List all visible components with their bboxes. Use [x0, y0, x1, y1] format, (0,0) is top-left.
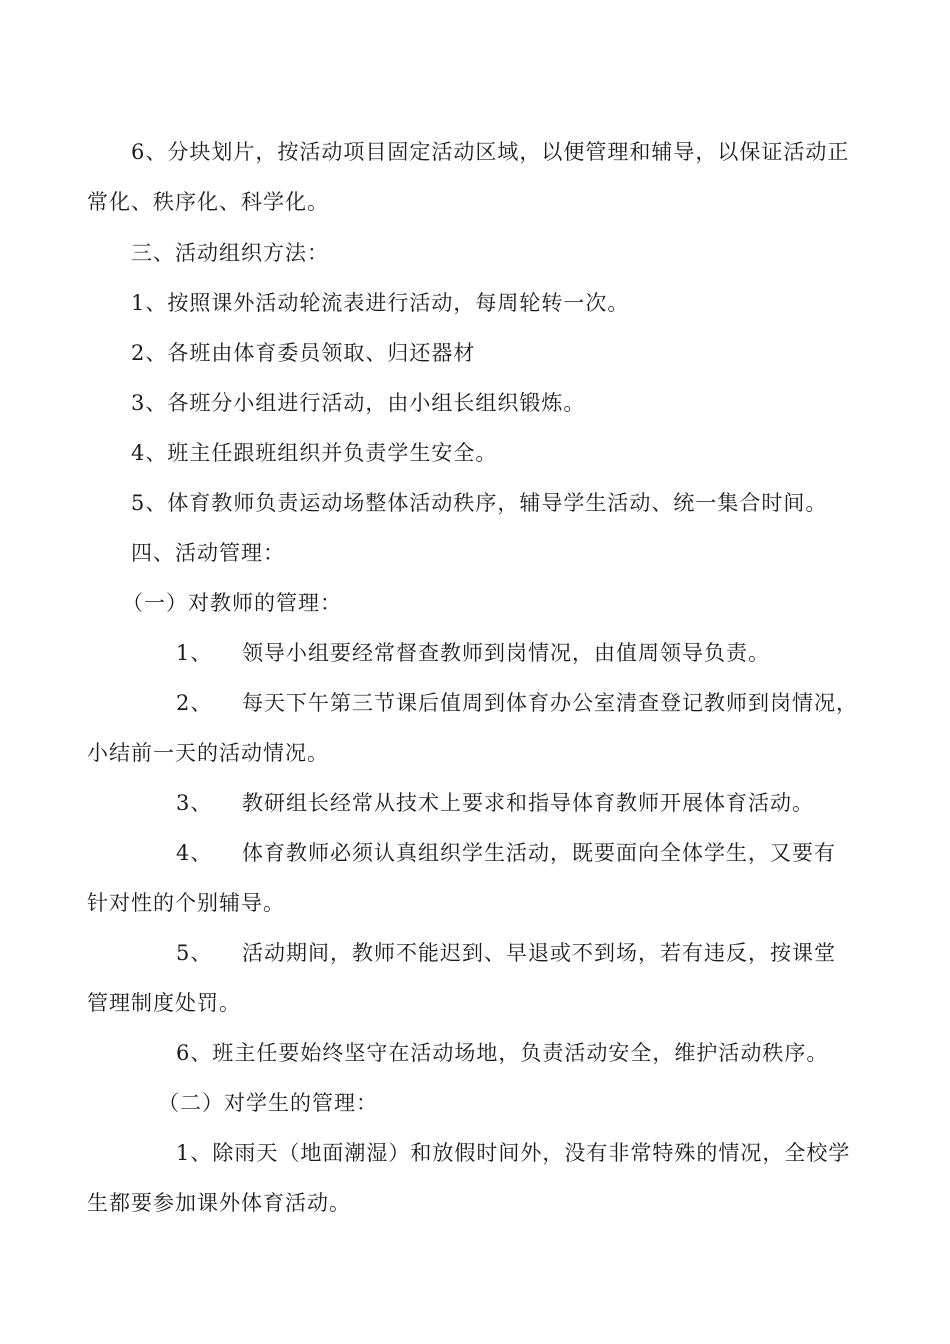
teacher-item-1 — [176, 639, 770, 667]
student-item-1-line-1: 1、除雨天（地面潮湿）和放假时间外，没有非常特殊的情况，全校学 — [176, 1141, 851, 1165]
method-item-5: 5、体育教师负责运动场整体活动秩序，辅导学生活动、统一集合时间。 — [131, 491, 828, 515]
teacher-item-3 — [176, 789, 814, 817]
subsection-heading-1: （一）对教师的管理： — [122, 591, 342, 615]
teacher-item-2-line-1 — [176, 689, 858, 717]
teacher-item-4-number: 4、 — [176, 841, 213, 865]
teacher-item-4-line-1 — [176, 839, 836, 867]
paragraph-6-line-1: 6、分块划片，按活动项目固定活动区域，以便管理和辅导，以保证活动正 — [131, 140, 850, 164]
teacher-item-5-line-2: 管理制度处罚。 — [87, 991, 241, 1015]
teacher-item-4-text: 体育教师必须认真组织学生活动，既要面向全体学生，又要有 — [242, 841, 836, 865]
section-heading-3: 三、活动组织方法： — [131, 241, 329, 265]
teacher-item-5-number: 5、 — [176, 941, 213, 965]
method-item-1: 1、按照课外活动轮流表进行活动，每周轮转一次。 — [131, 291, 630, 315]
teacher-item-1-number: 1、 — [176, 641, 213, 665]
paragraph-6-line-2: 常化、秩序化、科学化。 — [87, 190, 329, 214]
subsection-heading-2: （二）对学生的管理： — [158, 1091, 378, 1115]
teacher-item-2-line-2: 小结前一天的活动情况。 — [87, 741, 329, 765]
teacher-item-5-line-1 — [176, 939, 836, 967]
method-item-2: 2、各班由体育委员领取、归还器材 — [131, 341, 476, 365]
teacher-item-1-text: 领导小组要经常督查教师到岗情况，由值周领导负责。 — [242, 641, 770, 665]
method-item-4: 4、班主任跟班组织并负责学生安全。 — [131, 441, 498, 465]
teacher-item-3-text: 教研组长经常从技术上要求和指导体育教师开展体育活动。 — [242, 791, 814, 815]
teacher-item-4-line-2: 针对性的个别辅导。 — [87, 891, 285, 915]
method-item-3: 3、各班分小组进行活动，由小组长组织锻炼。 — [131, 391, 586, 415]
teacher-item-2-number: 2、 — [176, 691, 213, 715]
teacher-item-3-number: 3、 — [176, 791, 213, 815]
teacher-item-5-text: 活动期间，教师不能迟到、早退或不到场，若有违反，按课堂 — [242, 941, 836, 965]
student-item-1-line-2: 生都要参加课外体育活动。 — [87, 1191, 351, 1215]
teacher-item-2-text: 每天下午第三节课后值周到体育办公室清查登记教师到岗情况， — [242, 691, 858, 715]
section-heading-4: 四、活动管理： — [131, 541, 285, 565]
teacher-item-6: 6、班主任要始终坚守在活动场地，负责活动安全，维护活动秩序。 — [176, 1041, 829, 1065]
